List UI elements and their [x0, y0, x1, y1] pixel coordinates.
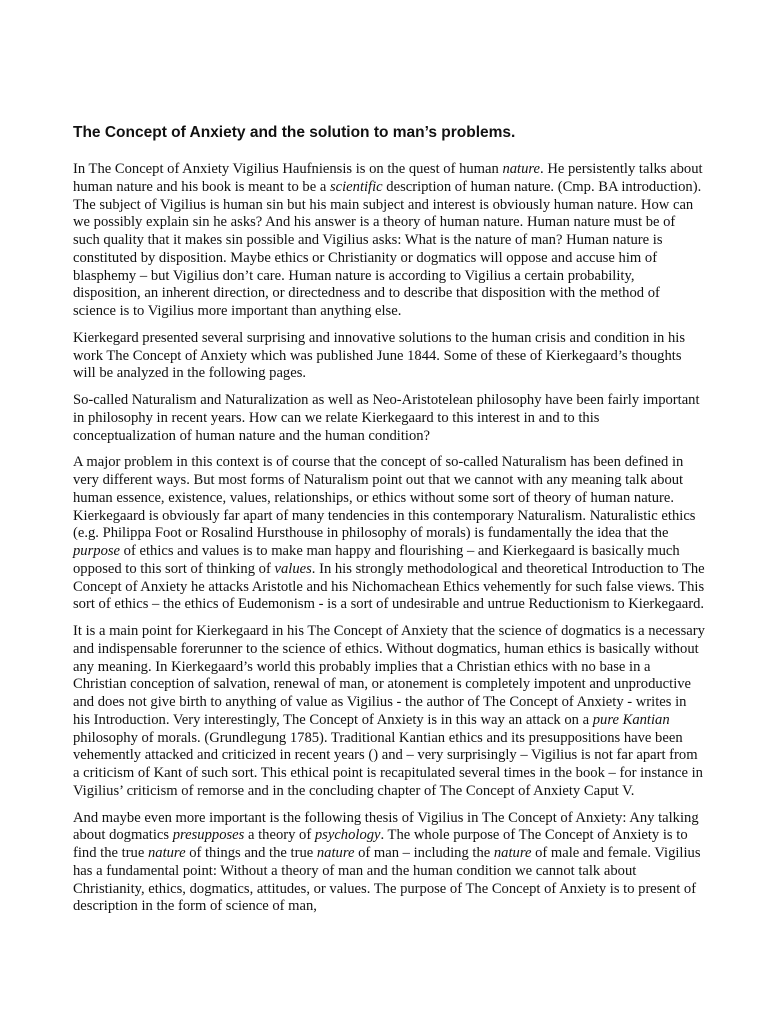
text-run: of things and the true — [185, 845, 317, 861]
text-run: And maybe even more important is the following thesis of Vigilius in The Concept of Anxiety: Any talking about dogmatics — [73, 809, 699, 844]
paragraph — [73, 623, 705, 801]
text-run: Kierkegard presented several surprising and innovative solutions to the human crisis and condition in his work The Concept of Anxiety which was published June 1844. Some of these of Kierkegaard’s thoughts will be analyzed in the following pages. — [73, 329, 685, 382]
italic-text: psychology — [314, 827, 381, 844]
text-run: . The whole purpose of The Concept of Anxiety is to find the true — [73, 827, 688, 861]
text-run: of man – including the — [354, 845, 494, 861]
document-page — [73, 124, 705, 925]
text-run: description of human nature. (Cmp. BA introduction). The subject of Vigilius is human sin but his main subject and interest is obviously human nature. How can we possibly explain sin he asks? And his answer is a theory of human nature. Human nature must be of such quality that it makes sin possible and Vigilius asks: What is the nature of man? Human nature is constituted by disposition. Maybe ethics or Christianity or dogmatics will oppose and accuse him of blasphemy – but Vigilius don’t care. Human nature is according to Vigilius a certain probability, disposition, an inherent direction, or directedness and to describe that disposition with the method of science is to Vigilius more important than anything else. — [73, 178, 702, 319]
text-run: In The Concept of Anxiety Vigilius Haufniensis is on the quest of human — [73, 161, 503, 177]
text-run: . In his strongly methodological and theoretical Introduction to The Concept of Anxiety he attacks Aristotle and his Nichomachean Ethics vehemently for such false views. This sort of ethics – the ethics of Eudemonism - is a sort of undesirable and untrue Reductionism to Kierkegaard. — [73, 560, 705, 613]
paragraph — [73, 392, 705, 445]
text-run: of ethics and values is to make man happy and flourishing – and Kierkegaard is basically much opposed to this sort of thinking of — [73, 543, 680, 577]
text-run: It is a main point for Kierkegaard in his The Concept of Anxiety that the science of dogmatics is a necessary and indispensable forerunner to the science of ethics. Without dogmatics, human ethics is basically without any meaning. In Kierkegaard’s world this probably implies that a Christian ethics with no base in a Christian conception of salvation, renewal of man, or atonement is completely impotent and unproductive and does not give birth to anything of value as Vigilius - the author of The Concept of Anxiety - writes in his Introduction. Very interestingly, The Concept of Anxiety is in this way an attack on a — [73, 623, 705, 728]
document-body — [73, 161, 705, 916]
italic-text: values — [274, 560, 312, 577]
text-run: a theory of — [244, 827, 315, 844]
paragraph — [73, 454, 705, 614]
italic-text: scientific — [329, 178, 383, 195]
text-run: A major problem in this context is of course that the concept of so-called Naturalism has been defined in very different ways. But most forms of Naturalism point out that we cannot with any meaning talk about human essence, existence, values, relationships, or ethics without some sort of theory of human nature. Kierkegaard is obviously far apart of many tendencies in this contemporary Naturalism. Naturalistic ethics (e.g. Philippa Foot or Rosalind Hursthouse in philosophy of morals) is fundamentally the idea that the — [73, 454, 696, 542]
text-run: . He persistently talks about human nature and his book is meant to be a — [73, 161, 703, 195]
text-run: So-called Naturalism and Naturalization as well as Neo-Aristotelean philosophy have been fairly important in philosophy in recent years. How can we relate Kierkegaard to this interest in and to this conceptualization of human nature and the human condition? — [73, 392, 700, 444]
text-run: of male and female. Vigilius has a fundamental point: Without a theory of man and the human condition we cannot talk about Christianity, ethics, dogmatics, attitudes, or values. The purpose of The Concept of Anxiety is to present of description in the form of science of man, — [73, 845, 701, 915]
paragraph — [73, 330, 705, 383]
italic-text: nature — [147, 845, 186, 861]
italic-text: nature — [493, 845, 532, 861]
italic-text: purpose — [73, 543, 121, 559]
paragraph — [73, 161, 705, 321]
paragraph — [73, 810, 705, 917]
italic-text: pure Kantian — [592, 711, 670, 728]
italic-text: nature — [502, 161, 541, 177]
document-title: The Concept of Anxiety and the solution to man’s problems. — [73, 124, 516, 141]
italic-text: presupposes — [172, 827, 245, 844]
text-run: philosophy of morals. (Grundlegung 1785). Traditional Kantian ethics and its presuppositions have been vehemently attacked and criticized in recent years () and – very surprisingly – Vigilius is not far apart from a criticism of Kant of such sort. This ethical point is recapitulated several times in the book – for instance in Vigilius’ criticism of remorse and in the concluding chapter of The Concept of Anxiety Caput V. — [73, 729, 703, 799]
italic-text: nature — [316, 845, 355, 861]
